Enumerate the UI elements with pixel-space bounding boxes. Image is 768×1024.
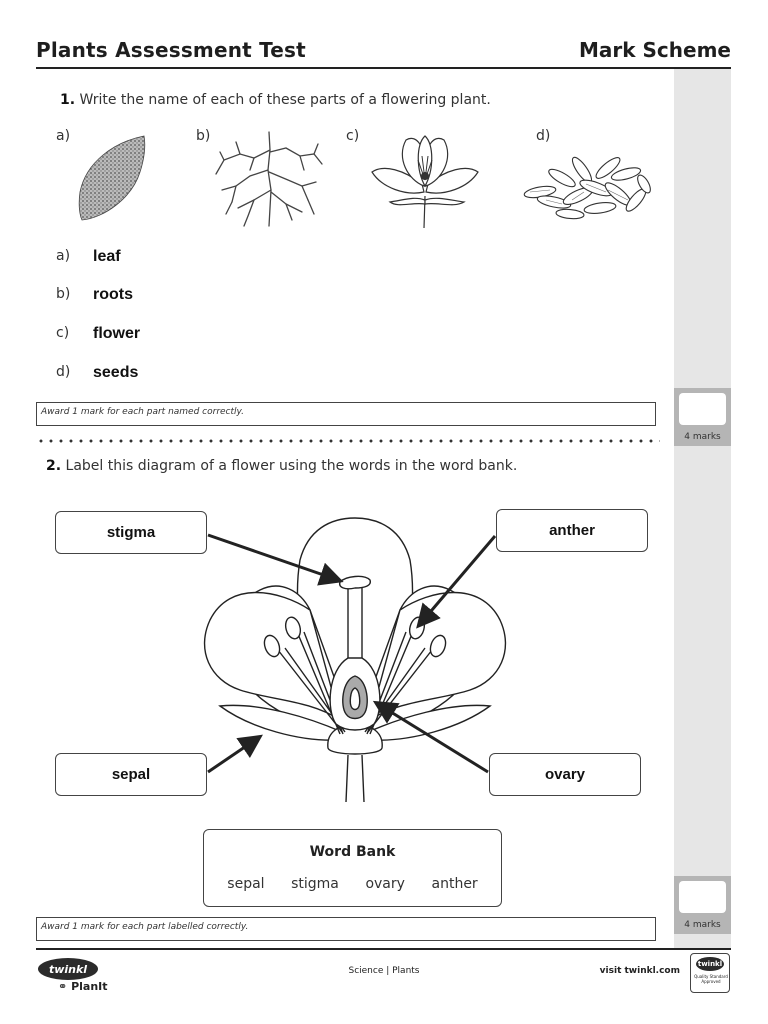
badge-logo: twinkl <box>696 957 724 971</box>
footer-subject: Science | Plants <box>348 966 420 976</box>
page-title: Plants Assessment Test <box>36 38 306 62</box>
q1-number: 1. <box>60 92 76 108</box>
word-bank <box>203 829 502 907</box>
q2-number: 2. <box>46 458 62 474</box>
answer-b: roots <box>93 286 133 303</box>
planit-logo <box>58 980 108 993</box>
word-bank-item: anther <box>431 876 478 892</box>
answer-c: flower <box>93 325 141 342</box>
word-bank-item: stigma <box>291 876 339 892</box>
label-box-anther: anther <box>496 509 648 552</box>
answer-a: leaf <box>93 248 121 265</box>
q1-image-label-d: d) <box>536 128 551 144</box>
q1-text: Write the name of each of these parts of a flowering plant. <box>79 92 491 108</box>
word-bank-words <box>204 876 501 892</box>
word-bank-item: ovary <box>365 876 405 892</box>
q2-award-text: Award 1 mark for each part labelled correctly. <box>41 922 249 932</box>
sepal-arrow <box>208 738 258 772</box>
label-box-sepal: sepal <box>55 753 207 796</box>
mark-scheme-heading: Mark Scheme <box>579 38 731 62</box>
footer-divider <box>36 948 731 950</box>
planit-text: PlanIt <box>71 980 108 993</box>
word-bank-item: sepal <box>227 876 265 892</box>
answer-label-a: a) <box>56 248 71 264</box>
planit-icon: ⚭ <box>58 980 68 993</box>
q1-image-label-a: a) <box>56 128 71 144</box>
twinkl-logo[interactable]: twinkl <box>38 958 98 980</box>
q1-image-label-b: b) <box>196 128 211 144</box>
badge-text: Quality Standard Approved <box>694 974 728 984</box>
q1-award-text: Award 1 mark for each part named correctly. <box>41 407 245 417</box>
answer-label-c: c) <box>56 325 70 341</box>
answer-label-b: b) <box>56 286 71 302</box>
q2-award-note <box>36 917 656 941</box>
q1-marks-label: 4 marks <box>684 432 721 442</box>
q1-image-label-c: c) <box>346 128 360 144</box>
ovary-arrow <box>378 704 488 772</box>
anther-arrow <box>420 536 495 624</box>
quality-standard-badge <box>690 953 730 993</box>
label-box-ovary: ovary <box>489 753 641 796</box>
answer-d: seeds <box>93 364 139 381</box>
q2-text: Label this diagram of a flower using the words in the word bank. <box>65 458 518 474</box>
label-box-stigma: stigma <box>55 511 207 554</box>
answer-label-d: d) <box>56 364 71 380</box>
q2-marks-label: 4 marks <box>684 920 721 930</box>
word-bank-title: Word Bank <box>309 844 396 860</box>
footer-website-link[interactable]: visit twinkl.com <box>599 966 680 976</box>
stigma-arrow <box>208 535 338 580</box>
